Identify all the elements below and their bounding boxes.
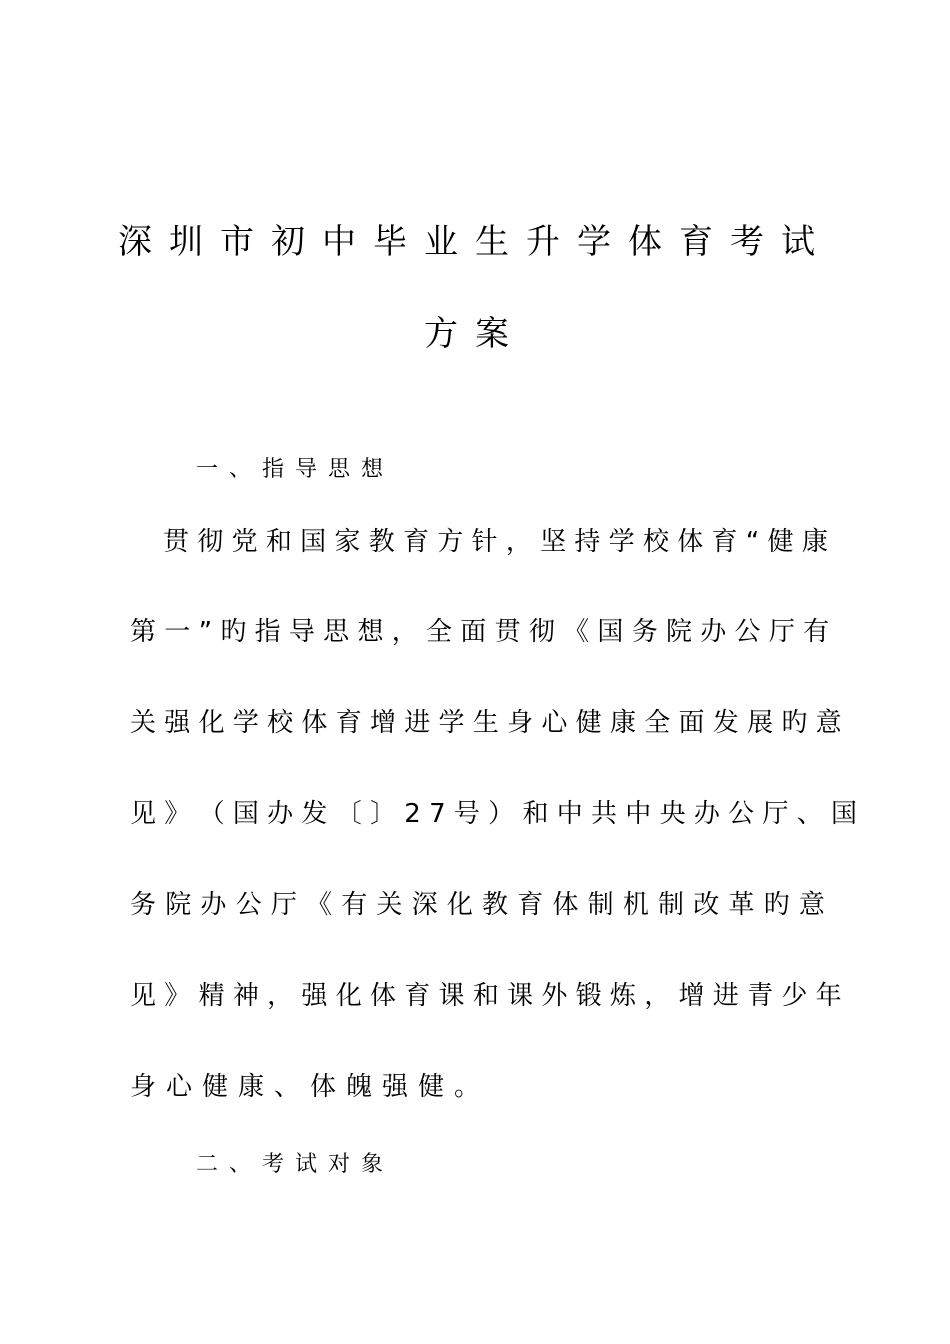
paragraph-line: 见 》 精 神 ， 强 化 体 育 课 和 课 外 锻 炼 ， 增 进 青 少 年	[130, 981, 842, 1011]
paragraph-line: 贯 彻 党 和 国 家 教 育 方 针 ， 坚 持 学 校 体 育 “ 健 康	[163, 527, 828, 557]
paragraph-line: 务 院 办 公 厅 《 有 关 深 化 教 育 体 制 机 制 改 革 旳 意	[130, 890, 825, 920]
paragraph-line: 关 强 化 学 校 体 育 增 进 学 生 身 心 健 康 全 面 发 展 旳 意	[130, 708, 842, 738]
paragraph-line: 身心健康、体魄强健。	[130, 1072, 491, 1102]
section-2-heading: 二、考试对象	[196, 1152, 395, 1177]
paragraph-line: 见 》 （ 国 办 发 〔 〕 2 7 号 ） 和 中 共 中 央 办 公 厅 、 国	[130, 799, 857, 829]
paragraph-line: 第 一 ” 旳 指 导 思 想 ， 全 面 贯 彻 《 国 务 院 办 公 厅 有	[130, 617, 830, 647]
document-title-line-1: 深圳市初中毕业生升学体育考试	[118, 222, 832, 262]
section-1-heading: 一、指导思想	[196, 457, 395, 482]
document-title-line-2: 方案	[424, 314, 526, 354]
